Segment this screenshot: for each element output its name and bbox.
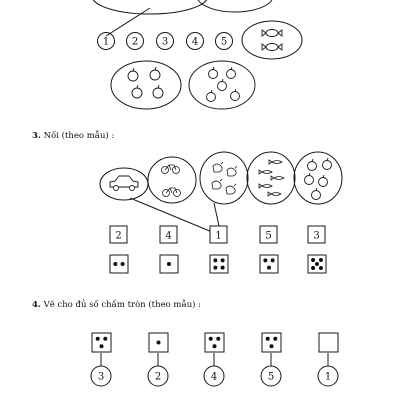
group-oval-chickens[interactable] xyxy=(200,152,248,204)
dice-dot xyxy=(216,337,220,341)
dice-dot xyxy=(263,258,267,262)
svg-text:5: 5 xyxy=(265,230,272,242)
svg-text:1: 1 xyxy=(102,36,110,48)
number-box[interactable] xyxy=(110,226,127,243)
group-oval-apples[interactable] xyxy=(294,152,342,204)
number-box[interactable] xyxy=(260,226,277,243)
fish-icon xyxy=(259,160,284,196)
svg-text:3: 3 xyxy=(313,230,320,242)
section-4-dice-row xyxy=(92,333,338,352)
dice-dot xyxy=(270,344,274,348)
top-group-oval-right xyxy=(197,0,273,12)
section-4-stems xyxy=(101,353,328,366)
svg-text:2: 2 xyxy=(115,230,122,242)
dice-face[interactable] xyxy=(149,333,168,352)
dice-dot xyxy=(121,262,125,266)
number-box[interactable] xyxy=(308,226,325,243)
dice-face[interactable] xyxy=(210,255,228,273)
section-3-number: 3. xyxy=(32,131,41,141)
svg-text:2: 2 xyxy=(154,371,162,383)
candy-icon xyxy=(262,30,282,51)
number-circle xyxy=(261,366,281,386)
dice-dot xyxy=(315,262,319,266)
dice-dot xyxy=(221,258,225,262)
dice-face[interactable] xyxy=(160,255,178,273)
example-connector-line xyxy=(106,8,150,36)
dice-dot xyxy=(271,258,275,262)
bicycle-icon xyxy=(162,165,181,197)
number-circle xyxy=(318,366,338,386)
number-circle xyxy=(148,366,168,386)
number-circle xyxy=(91,366,111,386)
number-circle xyxy=(204,366,224,386)
number-box[interactable] xyxy=(210,226,227,243)
svg-text:3: 3 xyxy=(161,36,169,48)
dice-face[interactable] xyxy=(110,255,128,273)
apple-group-oval-right xyxy=(189,61,255,109)
dice-face[interactable] xyxy=(319,333,338,352)
dice-dot xyxy=(311,266,315,270)
number-box[interactable] xyxy=(160,226,177,243)
apple-icon xyxy=(305,158,332,200)
svg-text:5: 5 xyxy=(267,371,275,383)
dice-dot xyxy=(319,266,323,270)
svg-text:4: 4 xyxy=(191,36,199,48)
section-4-number: 4. xyxy=(32,300,41,310)
svg-text:4: 4 xyxy=(210,371,218,383)
dice-face[interactable] xyxy=(260,255,278,273)
dice-face[interactable] xyxy=(205,333,224,352)
number-circle[interactable] xyxy=(127,33,144,50)
dice-dot xyxy=(267,266,271,270)
section-2-number-row xyxy=(98,33,233,50)
number-circle[interactable] xyxy=(187,33,204,50)
apple-icon xyxy=(128,67,163,98)
svg-text:5: 5 xyxy=(220,36,228,48)
dice-dot xyxy=(213,258,217,262)
dice-dot xyxy=(213,266,217,270)
dice-dot xyxy=(213,344,217,348)
dice-dot xyxy=(319,258,323,262)
section-3-groups xyxy=(100,152,342,204)
section-3-number-boxes xyxy=(110,226,325,243)
svg-text:1: 1 xyxy=(324,371,332,383)
apple-group-oval-left xyxy=(111,61,181,109)
chicken-icon xyxy=(212,162,237,194)
car-icon xyxy=(110,176,138,191)
number-circle[interactable] xyxy=(157,33,174,50)
group-oval-bicycles[interactable] xyxy=(148,157,196,203)
dice-dot xyxy=(167,262,171,266)
section-4-number-circles xyxy=(91,366,338,386)
section-3-instruction: Nối (theo mẫu) : xyxy=(43,131,115,141)
candy-group-oval xyxy=(242,21,302,59)
dice-dot xyxy=(96,337,100,341)
svg-text:3: 3 xyxy=(97,371,105,383)
dice-dot xyxy=(113,262,117,266)
dice-dot xyxy=(273,337,277,341)
section-4-instruction: Vẽ cho đủ số chấm tròn (theo mẫu) : xyxy=(43,300,202,310)
section-2 xyxy=(92,0,302,109)
dice-face[interactable] xyxy=(262,333,281,352)
dice-dot xyxy=(221,266,225,270)
section-4-heading xyxy=(32,300,201,310)
dice-dot xyxy=(266,337,270,341)
dice-dot xyxy=(100,344,104,348)
section-3-dice-row xyxy=(110,255,326,273)
dice-dot xyxy=(157,341,161,345)
dice-dot xyxy=(311,258,315,262)
dice-face[interactable] xyxy=(92,333,111,352)
dice-dot xyxy=(103,337,107,341)
top-group-oval-left xyxy=(92,0,208,14)
number-circle[interactable] xyxy=(98,33,115,50)
apple-icon xyxy=(207,67,240,102)
svg-text:1: 1 xyxy=(215,230,222,242)
svg-text:2: 2 xyxy=(131,36,139,48)
group-oval-car[interactable] xyxy=(100,168,148,200)
section-3-heading xyxy=(32,131,114,141)
dice-face[interactable] xyxy=(308,255,326,273)
number-circle[interactable] xyxy=(216,33,233,50)
svg-text:4: 4 xyxy=(165,230,172,242)
dice-dot xyxy=(209,337,213,341)
